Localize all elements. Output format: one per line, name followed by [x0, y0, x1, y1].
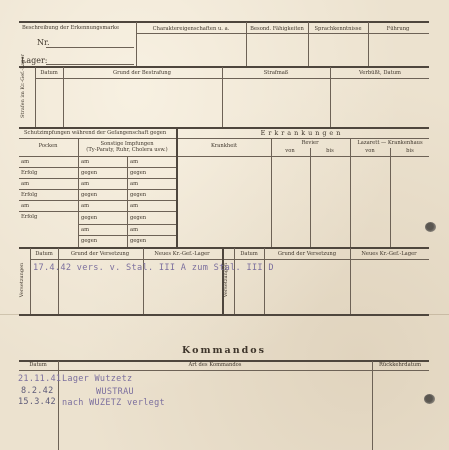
- pocken-row-label: Erfolg: [21, 214, 38, 220]
- rule: [19, 247, 429, 249]
- sonstige-row-label: am: [130, 203, 139, 209]
- rule: [19, 200, 176, 201]
- rule: [136, 22, 137, 66]
- sonstige-subheader: (Ty-Paraty, Ruhr, Cholera usw.): [86, 147, 168, 153]
- kommando-date: 8.2.42: [21, 386, 54, 396]
- rule: [35, 67, 36, 127]
- pocken-row-label: Erfolg: [21, 192, 38, 198]
- rule: [19, 189, 176, 190]
- rule: [46, 64, 134, 65]
- rule: [78, 235, 176, 236]
- sonstige-row-label: gegen: [130, 238, 147, 244]
- lager-label: Lager:: [21, 56, 48, 65]
- charakter-header: Charaktereigenschaften u. a.: [152, 26, 230, 32]
- versetzung-stamp: 17.4.42 vers. v. Stal. III A zum Stal. III D: [33, 263, 274, 273]
- versetzungen-side-label: Versetzungen: [19, 262, 25, 298]
- lazarett-header: Lazarett — Krankenhaus: [357, 140, 423, 146]
- revier-bis: bis: [326, 148, 334, 154]
- kommando-date: 15.3.42: [18, 397, 56, 407]
- rule: [246, 22, 247, 66]
- rule: [234, 248, 235, 314]
- sonstige-row-label: am: [130, 159, 139, 165]
- vers-col-grund-2: Grund der Versetzung: [277, 251, 337, 257]
- sonstige-row-label: gegen: [81, 170, 98, 176]
- kommandos-col-art: Art des Kommandos: [188, 362, 242, 368]
- sonstige-row-label: am: [81, 181, 90, 187]
- rule: [350, 139, 351, 247]
- strafen-col-datum: Datum: [40, 70, 58, 76]
- strafen-col-grund: Grund der Bestrafung: [113, 70, 171, 76]
- sonstige-row-label: gegen: [130, 192, 147, 198]
- rule: [350, 248, 351, 314]
- kommandos-col-datum: Datum: [29, 362, 47, 368]
- rule: [368, 22, 369, 66]
- strafen-col-verbuesst: Verbüßt, Datum: [359, 70, 401, 76]
- kommando-text: WUSTRAU: [96, 387, 134, 397]
- pocken-row-label: am: [21, 159, 30, 165]
- rule: [19, 314, 429, 316]
- rule: [176, 128, 178, 247]
- impfungen-title: Schutzimpfungen während der Gefangenschaft gegen: [24, 130, 167, 136]
- kommandos-col-rueckkehr: Rückkehrdatum: [378, 362, 422, 368]
- punch-hole: [424, 394, 435, 404]
- rule: [271, 139, 272, 247]
- rule: [19, 211, 176, 212]
- faehigkeiten-header: Besond. Fähigkeiten: [250, 26, 304, 32]
- revier-header: Revier: [301, 140, 319, 146]
- rule: [136, 33, 429, 34]
- rule: [19, 156, 429, 157]
- rule: [46, 47, 134, 48]
- vers-col-lager-2: Neues Kr.-Gef.-Lager: [361, 251, 417, 257]
- kommando-date: 21.11.41: [18, 374, 62, 384]
- rule: [222, 67, 223, 127]
- sonstige-row-label: am: [130, 181, 139, 187]
- rule: [63, 67, 64, 127]
- versetzungen-side-label-2: Versetzungen: [223, 262, 229, 298]
- rule: [30, 248, 31, 314]
- rule: [19, 370, 429, 371]
- rule: [19, 66, 429, 68]
- strafen-side-label: Strafen im Kr.-Gef.-Lager: [20, 54, 26, 118]
- rule: [330, 67, 331, 127]
- rule: [78, 224, 176, 225]
- rule: [310, 148, 311, 247]
- beschreibung-label: Beschreibung der Erkennungsmarke: [22, 25, 120, 31]
- revier-von: von: [285, 148, 295, 154]
- rule: [390, 148, 391, 247]
- rule: [58, 248, 59, 314]
- rule: [30, 259, 429, 260]
- sonstige-header: Sonstige Impfungen: [100, 141, 154, 147]
- pocken-header: Pocken: [38, 143, 58, 149]
- erkrankungen-title: Erkrankungen: [260, 129, 344, 137]
- pocken-row-label: am: [21, 181, 30, 187]
- pocken-row-label: am: [21, 203, 30, 209]
- rule: [19, 127, 429, 129]
- pocken-row-label: Erfolg: [21, 170, 38, 176]
- krankheit-header: Krankheit: [210, 143, 238, 149]
- rule: [19, 178, 176, 179]
- rule: [127, 156, 128, 247]
- sonstige-row-label: gegen: [81, 238, 98, 244]
- sonstige-row-label: gegen: [81, 215, 98, 221]
- rule: [372, 361, 373, 450]
- sonstige-row-label: gegen: [130, 215, 147, 221]
- kommando-text: Lager Wutzetz: [62, 374, 133, 384]
- sonstige-row-label: am: [81, 159, 90, 165]
- rule: [19, 138, 429, 139]
- strafen-col-strafmass: Strafmaß: [263, 70, 289, 76]
- vers-col-grund: Grund der Versetzung: [70, 251, 130, 257]
- rule: [35, 78, 429, 79]
- vers-col-lager: Neues Kr.-Gef.-Lager: [154, 251, 210, 257]
- kommandos-title: Kommandos: [182, 345, 266, 356]
- lazarett-bis: bis: [406, 148, 414, 154]
- lazarett-von: von: [365, 148, 375, 154]
- sprachen-header: Sprachkenntnisse: [314, 26, 362, 32]
- vers-col-datum: Datum: [35, 251, 53, 257]
- rule: [264, 248, 265, 314]
- sonstige-row-label: am: [130, 227, 139, 233]
- sonstige-row-label: gegen: [81, 192, 98, 198]
- fuehrung-header: Führung: [386, 26, 410, 32]
- rule: [308, 22, 309, 66]
- sonstige-row-label: gegen: [130, 170, 147, 176]
- kommando-text: nach WUZETZ verlegt: [62, 398, 165, 408]
- rule: [78, 139, 79, 247]
- sonstige-row-label: am: [81, 203, 90, 209]
- rule: [143, 248, 144, 314]
- sonstige-row-label: am: [81, 227, 90, 233]
- nr-label: Nr.: [37, 38, 50, 47]
- vers-col-datum-2: Datum: [240, 251, 258, 257]
- rule: [19, 167, 176, 168]
- punch-hole: [425, 222, 436, 232]
